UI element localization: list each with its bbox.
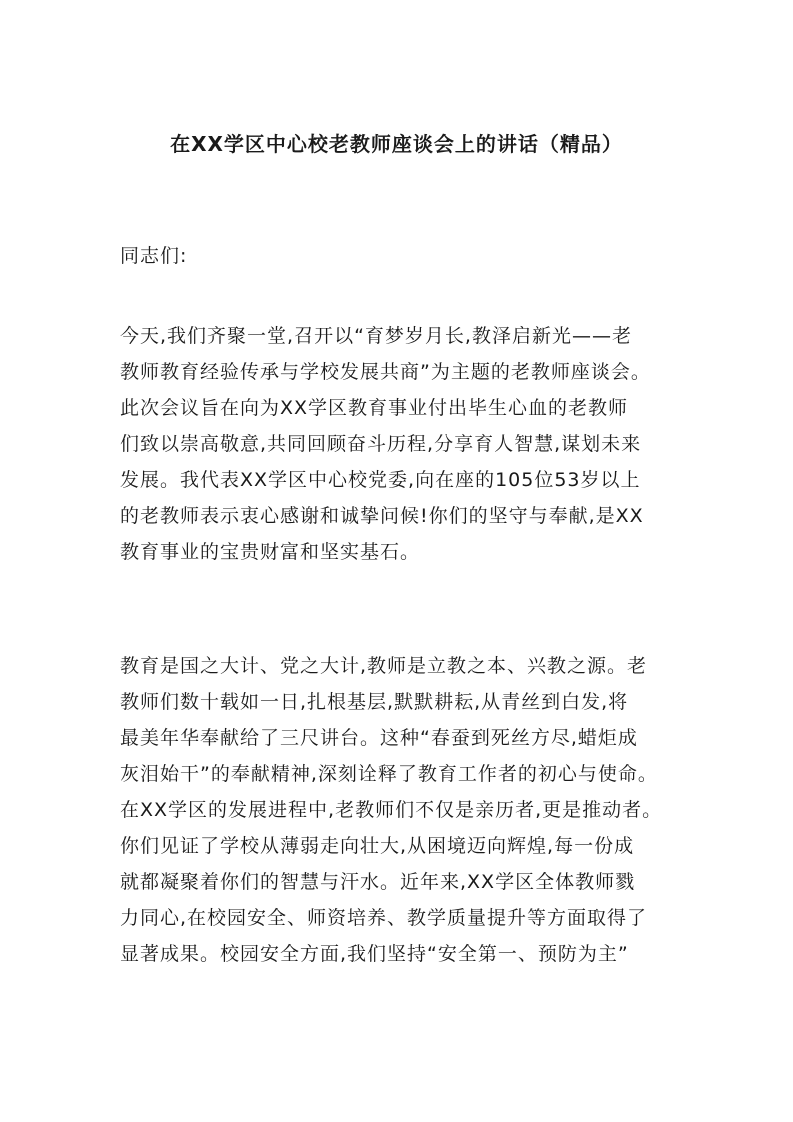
document-title: 在XX学区中心校老教师座谈会上的讲话（精品）: [170, 132, 623, 156]
paragraph-line: 就都凝聚着你们的智慧与汗水。近年来,XX学区全体教师戮: [120, 871, 636, 893]
paragraph-line: 发展。我代表XX学区中心校党委,向在座的105位53岁以上: [120, 469, 641, 491]
paragraph-line: 最美年华奉献给了三尺讲台。这种“春蚕到死丝方尽,蜡炬成: [120, 727, 638, 749]
salutation: 同志们:: [120, 245, 188, 267]
paragraph-2: [120, 648, 676, 972]
paragraph-line: 们致以崇高敬意,共同回顾奋斗历程,分享育人智慧,谋划未来: [120, 433, 642, 455]
paragraph-line: 教育是国之大计、党之大计,教师是立教之本、兴教之源。老: [120, 655, 648, 677]
paragraph-line: 的老教师表示衷心感谢和诚挚问候!你们的坚守与奉献,是XX: [120, 505, 644, 527]
paragraph-1: [120, 318, 676, 570]
paragraph-line: 你们见证了学校从薄弱走向壮大,从困境迈向辉煌,每一份成: [120, 835, 635, 857]
paragraph-line: 今天,我们齐聚一堂,召开以“育梦岁月长,教泽启新光——老: [120, 325, 632, 347]
paragraph-line: 此次会议旨在向为XX学区教育事业付出毕生心血的老教师: [120, 397, 629, 419]
paragraph-line: 教师教育经验传承与学校发展共商”为主题的老教师座谈会。: [120, 361, 651, 383]
paragraph-line: 教育事业的宝贵财富和坚实基石。: [120, 541, 421, 563]
paragraph-line: 力同心,在校园安全、师资培养、教学质量提升等方面取得了: [120, 907, 648, 929]
paragraph-line: 在XX学区的发展进程中,老教师们不仅是亲历者,更是推动者。: [120, 799, 663, 821]
paragraph-line: 教师们数十载如一日,扎根基层,默默耕耘,从青丝到白发,将: [120, 691, 629, 713]
paragraph-line: 灰泪始干”的奉献精神,深刻诠释了教育工作者的初心与使命。: [120, 763, 658, 785]
paragraph-line: 显著成果。校园安全方面,我们坚持“安全第一、预防为主”: [120, 943, 629, 965]
